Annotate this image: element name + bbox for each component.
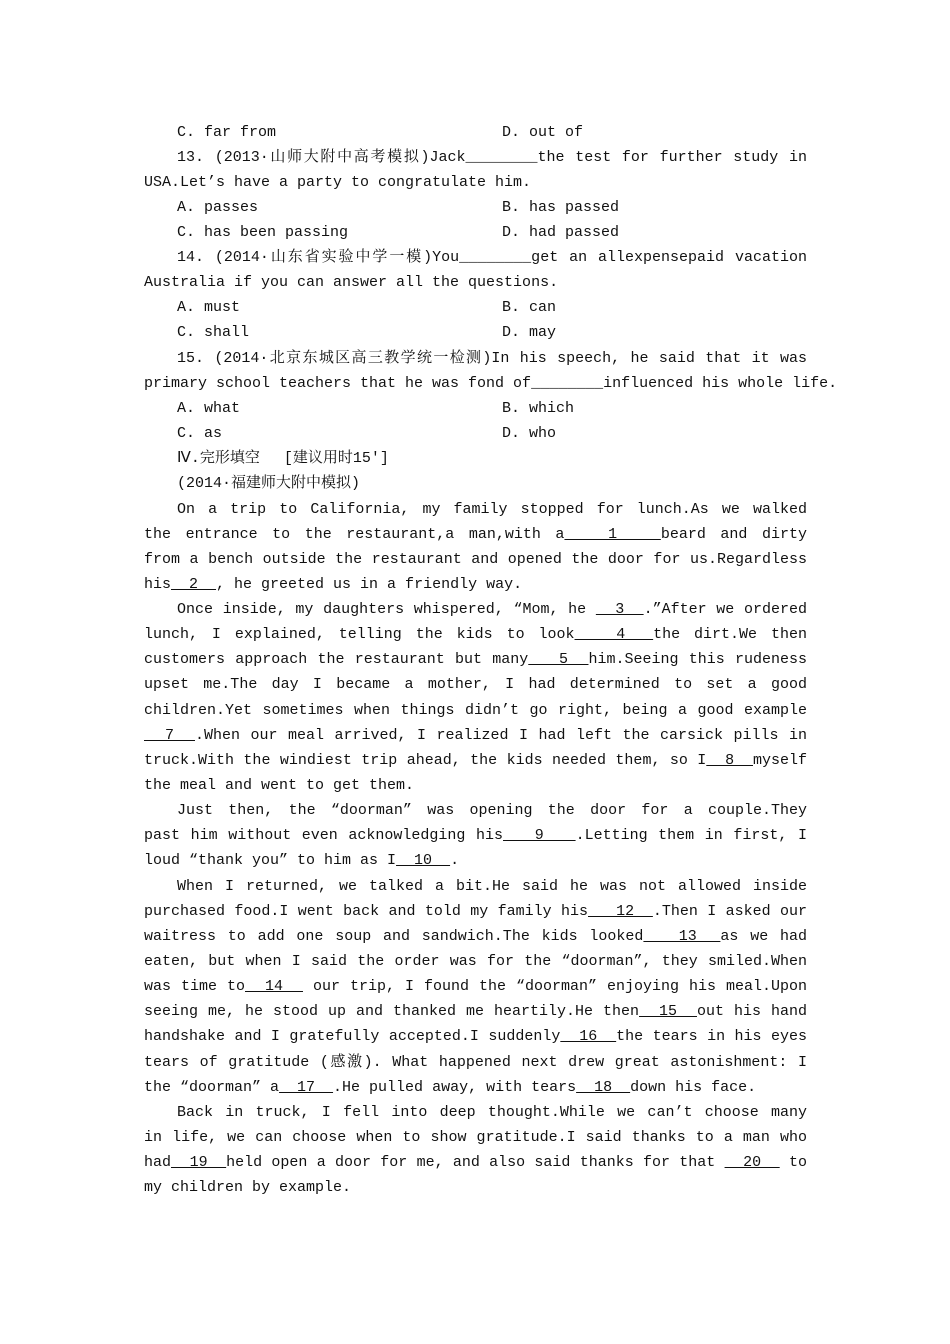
- q15-option-c: C. as: [177, 425, 223, 442]
- passage-text: waitress to add one soup and sandwich.The kids looked: [144, 928, 644, 945]
- passage-text: myself: [752, 752, 807, 769]
- blank-10: 10: [396, 852, 451, 869]
- blank-8: 8: [706, 752, 753, 769]
- passage-line: [144, 672, 807, 697]
- blank-18: 18: [576, 1079, 631, 1096]
- q14-option-d: D. may: [502, 324, 557, 341]
- passage-text: upset me.The day I became a mother, I had determined to set a good: [144, 676, 807, 693]
- passage-line: [144, 899, 807, 924]
- passage-line: tears of gratitude (感激). What happened next drew great astonishment: I: [144, 1054, 807, 1071]
- q14-stem-line2: Australia if you can answer all the questions.: [144, 274, 559, 291]
- passage-line: [144, 999, 807, 1024]
- passage-line: [144, 572, 807, 597]
- blank-2: 2: [171, 576, 217, 593]
- passage-text: Once inside, my daughters whispered, “Mom, he: [177, 601, 596, 618]
- passage-line: [144, 823, 807, 848]
- passage-text: .”After we ordered: [643, 601, 807, 618]
- passage-text: had: [144, 1154, 172, 1171]
- passage-line: [144, 1024, 807, 1049]
- passage-line: On a trip to California, my family stopped for lunch.As we walked: [177, 501, 807, 518]
- passage-text: the entrance to the restaurant,a man,with a: [144, 526, 565, 543]
- q15-stem-line1: 15. (2014·北京东城区高三教学统一检测)In his speech, he said that it was: [177, 350, 807, 367]
- passage-text: customers approach the restaurant but many: [144, 651, 529, 668]
- passage-line: [144, 748, 807, 773]
- q13-option-d: D. had passed: [502, 224, 620, 241]
- passage-line: [144, 522, 807, 547]
- blank-1: 1: [564, 526, 661, 543]
- q15-option-d: D. who: [502, 425, 557, 442]
- blank-17: 17: [279, 1079, 334, 1096]
- blank-13: 13: [643, 928, 721, 945]
- passage-line: [144, 1150, 807, 1175]
- q15-option-b: B. which: [502, 400, 575, 417]
- passage-text: as we had: [720, 928, 807, 945]
- passage-line: Just then, the “doorman” was opening the door for a couple.They: [177, 802, 807, 819]
- blank-5: 5: [528, 651, 589, 668]
- passage-text: him.Seeing this rudeness: [588, 651, 807, 668]
- q13-stem-line2: USA.Let’s have a party to congratulate him.: [144, 174, 532, 191]
- blank-14: 14: [245, 978, 303, 995]
- q13-option-a: A. passes: [177, 199, 259, 216]
- passage-text: When I returned, we talked a bit.He said he was not allowed inside: [177, 878, 807, 895]
- blank-15: 15: [639, 1003, 697, 1020]
- passage-line: [144, 1075, 807, 1100]
- passage-text: the tears in his eyes: [616, 1028, 807, 1045]
- passage-text: .: [450, 852, 460, 869]
- passage-text: past him without even acknowledging his: [144, 827, 504, 844]
- section-source: (2014·福建师大附中模拟): [177, 475, 361, 492]
- passage-text: our trip, I found the “doorman” enjoying his meal.Upon: [302, 978, 807, 995]
- blank-3: 3: [595, 601, 644, 618]
- passage-line: [144, 924, 807, 949]
- passage-text: seeing me, he stood up and thanked me heartily.He then: [144, 1003, 639, 1020]
- q12-option-c: C. far from: [177, 124, 277, 141]
- passage-text: .Then I asked our: [652, 903, 807, 920]
- passage-line: children.Yet sometimes when things didn’t go right, being a good example: [144, 702, 807, 719]
- q13-option-b: B. has passed: [502, 199, 620, 216]
- passage-text: handshake and I gratefully accepted.I suddenly: [144, 1028, 561, 1045]
- q14-option-b: B. can: [502, 299, 557, 316]
- passage-text: the dirt.We then: [653, 626, 807, 643]
- passage-line: in life, we can choose when to show gratitude.I said thanks to a man who: [144, 1129, 807, 1146]
- passage-line: [144, 974, 807, 999]
- passage-text: truck.With the windiest trip ahead, the kids needed them, so I: [144, 752, 707, 769]
- passage-text: his: [144, 576, 172, 593]
- passage-text: lunch, I explained, telling the kids to look: [144, 626, 575, 643]
- passage-line: [177, 597, 807, 622]
- blank-9: 9: [503, 827, 576, 844]
- q13-option-c: C. has been passing: [177, 224, 349, 241]
- passage-text: .He pulled away, with tears: [333, 1079, 577, 1096]
- passage-line: the meal and went to get them.: [144, 777, 415, 794]
- q15-option-a: A. what: [177, 400, 241, 417]
- passage-text: out his hand: [696, 1003, 807, 1020]
- passage-text: to: [788, 1154, 807, 1171]
- passage-line: [144, 848, 807, 873]
- passage-text: loud “thank you” to him as I: [144, 852, 397, 869]
- q13-stem-line1: 13. (2013·山师大附中高考模拟)Jack________the test for further study in: [177, 149, 807, 166]
- passage-text: beard and dirty: [660, 526, 807, 543]
- q14-option-a: A. must: [177, 299, 241, 316]
- blank-12: 12: [588, 903, 653, 920]
- passage-line: [144, 723, 807, 748]
- passage-line: Back in truck, I fell into deep thought.While we can’t choose many: [177, 1104, 807, 1121]
- passage-text: held open a door for me, and also said thanks for that: [226, 1154, 725, 1171]
- passage-text: the “doorman” a: [144, 1079, 280, 1096]
- q12-option-d: D. out of: [502, 124, 584, 141]
- blank-16: 16: [560, 1028, 617, 1045]
- passage-text: , he greeted us in a friendly way.: [216, 576, 523, 593]
- q14-stem-line1: 14. (2014·山东省实验中学一模)You________get an allexpensepaid vacation: [177, 249, 807, 266]
- q14-option-c: C. shall: [177, 324, 250, 341]
- blank-20: 20: [724, 1154, 780, 1171]
- passage-line: [144, 622, 807, 647]
- blank-4: 4: [574, 626, 654, 643]
- blank-7: 7: [144, 727, 195, 744]
- section-heading: Ⅳ.完形填空 [建议用时15′]: [177, 450, 389, 467]
- blank-19: 19: [171, 1154, 227, 1171]
- passage-text: .When our meal arrived, I realized I had left the carsick pills in: [194, 727, 807, 744]
- passage-line: eaten, but when I said the order was for the “doorman”, they smiled.When: [144, 953, 807, 970]
- passage-line: my children by example.: [144, 1179, 352, 1196]
- passage-text: purchased food.I went back and told my family his: [144, 903, 589, 920]
- passage-text: down his face.: [630, 1079, 757, 1096]
- q15-stem-line2: primary school teachers that he was fond of________influenced his whole life.: [144, 375, 838, 392]
- passage-line: from a bench outside the restaurant and opened the door for us.Regardless: [144, 551, 807, 568]
- passage-text: was time to: [144, 978, 245, 995]
- passage-text: .Letting them in first, I: [575, 827, 807, 844]
- passage-line: [177, 874, 807, 899]
- passage-line: [144, 647, 807, 672]
